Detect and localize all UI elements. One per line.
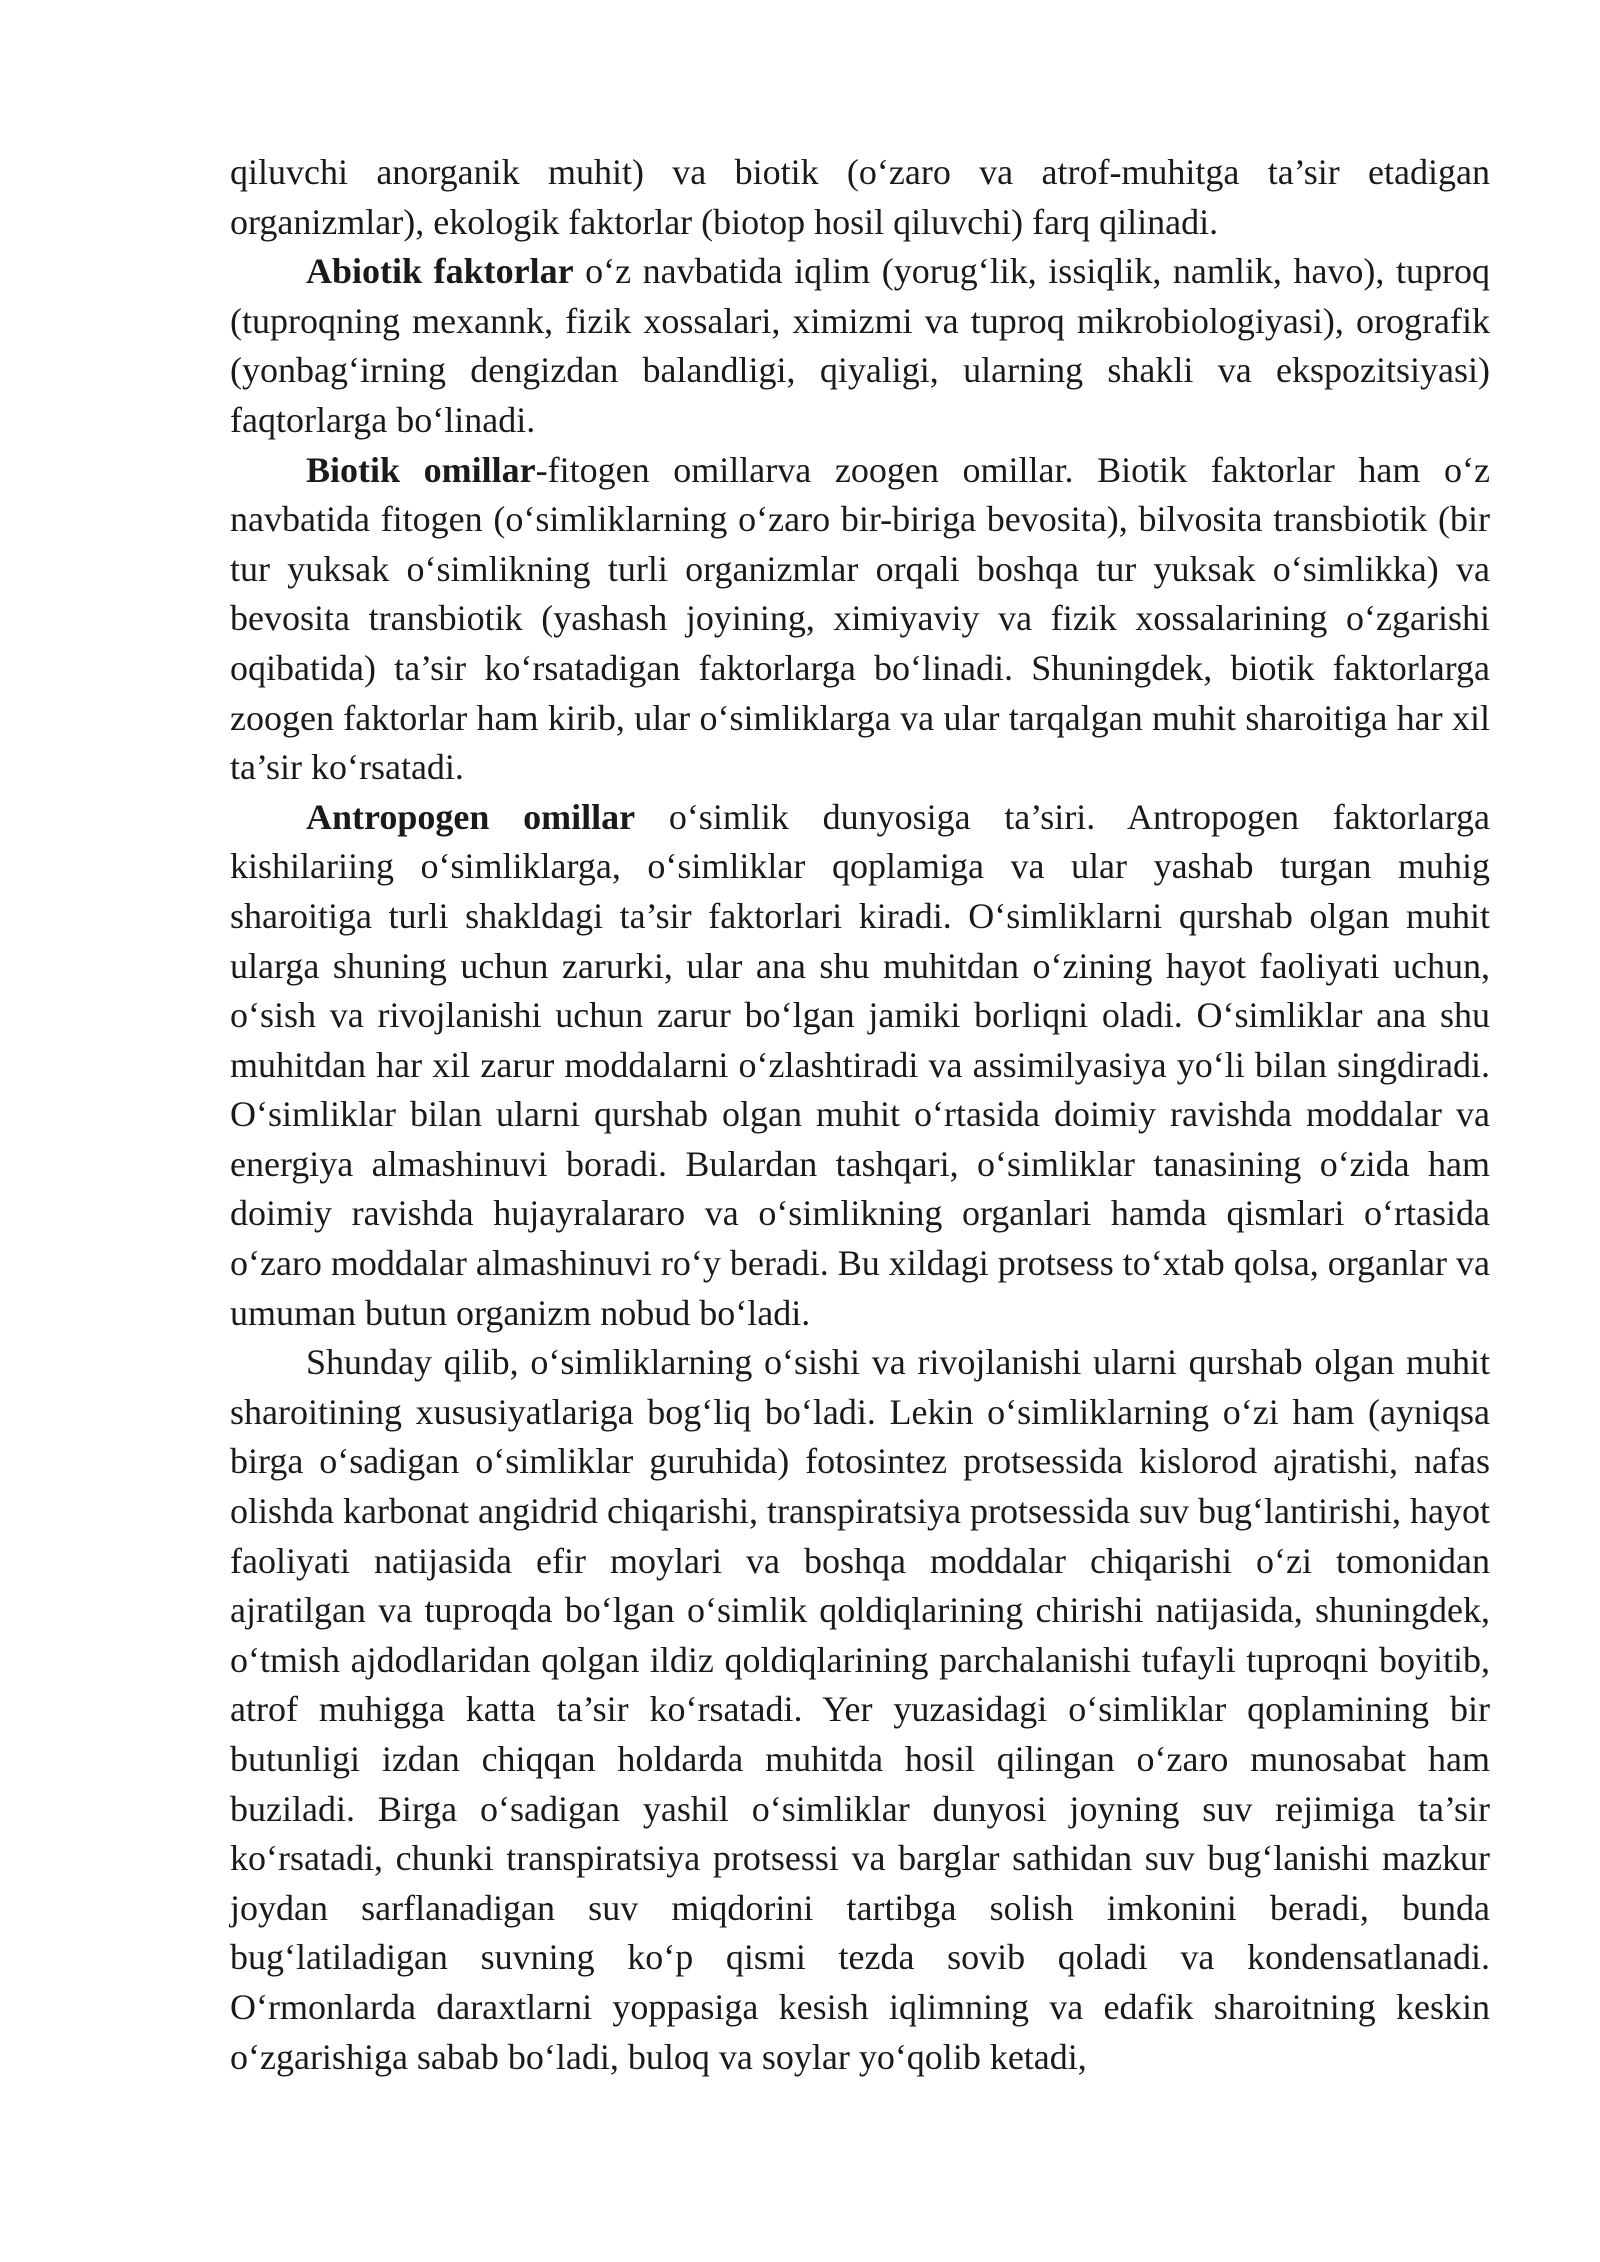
- paragraph-abiotic-factors: [230, 247, 1490, 445]
- paragraph-text: o‘z navbatida iqlim (yorug‘lik, issiqlik, namlik, havo), tuproq (tuproqning mexannk, fizik xossalari, ximizmi va tuproq mikrobiologiyasi), orografik (yonbag‘irning dengizdan balandligi, qiyaligi, ularning shakli va ekspozitsiyasi) faqtorlarga bo‘linadi.: [230, 251, 1490, 440]
- paragraph-plant-environment: [230, 1338, 1490, 2082]
- document-page: [230, 148, 1490, 2082]
- term-heading: Antropogen omillar: [306, 796, 636, 837]
- paragraph-text: -fitogen omillarva zoogen omillar. Biotik faktorlar ham o‘z navbatida fitogen (o‘simliklarning o‘zaro bir-biriga bevosita), bilvosita transbiotik (bir tur yuksak o‘simlikning turli organizmlar orqali boshqa tur yuksak o‘simlikka) va bevosita transbiotik (yashash joyining, ximiyaviy va fizik xossalarining o‘zgarishi oqibatida) ta’sir ko‘rsatadigan faktorlarga bo‘linadi. Shuningdek, biotik faktorlarga zoogen faktorlar ham kirib, ular o‘simliklarga va ular tarqalgan muhit sharoitiga har xil ta’sir ko‘rsatadi.: [230, 449, 1490, 788]
- paragraph-anthropogenic-factors: [230, 793, 1490, 1339]
- paragraph-intro-continuation: [230, 148, 1490, 247]
- paragraph-text: qiluvchi anorganik muhit) va biotik (o‘zaro va atrof-muhitga ta’sir etadigan organizmlar), ekologik faktorlar (biotop hosil qiluvchi) farq qilinadi.: [230, 152, 1490, 242]
- paragraph-text: o‘simlik dunyosiga ta’siri. Antropogen faktorlarga kishilariing o‘simliklarga, o‘simliklar qoplamiga va ular yashab turgan muhig sharoitiga turli shakldagi ta’sir faktorlari kiradi. O‘simliklarni qurshab olgan muhit ularga shuning uchun zarurki, ular ana shu muhitdan o‘zining hayot faoliyati uchun, o‘sish va rivojlanishi uchun zarur bo‘lgan jamiki borliqni oladi. O‘simliklar ana shu muhitdan har xil zarur moddalarni o‘zlashtiradi va assimilyasiya yo‘li bilan singdiradi. O‘simliklar bilan ularni qurshab olgan muhit o‘rtasida doimiy ravishda moddalar va energiya almashinuvi boradi. Bulardan tashqari, o‘simliklar tanasining o‘zida ham doimiy ravishda hujayralararo va o‘simlikning organlari hamda qismlari o‘rtasida o‘zaro moddalar almashinuvi ro‘y beradi. Bu xildagi protsess to‘xtab qolsa, organlar va umuman butun organizm nobud bo‘ladi.: [230, 796, 1490, 1333]
- term-heading: Abiotik faktorlar: [306, 251, 574, 292]
- term-heading: Biotik omillar: [306, 449, 536, 490]
- paragraph-biotic-factors: [230, 446, 1490, 793]
- paragraph-text: Shunday qilib, o‘simliklarning o‘sishi va rivojlanishi ularni qurshab olgan muhit sharoitining xususiyatlariga bog‘liq bo‘ladi. Lekin o‘simliklarning o‘zi ham (ayniqsa birga o‘sadigan o‘simliklar guruhida) fotosintez protsessida kislorod ajratishi, nafas olishda karbonat angidrid chiqarishi, transpiratsiya protsessida suv bug‘lantirishi, hayot faoliyati natijasida efir moylari va boshqa moddalar chiqarishi o‘zi tomonidan ajratilgan va tuproqda bo‘lgan o‘simlik qoldiqlarining chirishi natijasida, shuningdek, o‘tmish ajdodlaridan qolgan ildiz qoldiqlarining parchalanishi tufayli tuproqni boyitib, atrof muhigga katta ta’sir ko‘rsatadi. Yer yuzasidagi o‘simliklar qoplamining bir butunligi izdan chiqqan holdarda muhitda hosil qilingan o‘zaro munosabat ham buziladi. Birga o‘sadigan yashil o‘simliklar dunyosi joyning suv rejimiga ta’sir ko‘rsatadi, chunki transpiratsiya protsessi va barglar sathidan suv bug‘lanishi mazkur joydan sarflanadigan suv miqdorini tartibga solish imkonini beradi, bunda bug‘latiladigan suvning ko‘p qismi tezda sovib qoladi va kondensatlanadi. O‘rmonlarda daraxtlarni yoppasiga kesish iqlimning va edafik sharoitning keskin o‘zgarishiga sabab bo‘ladi, buloq va soylar yo‘qolib ketadi,: [230, 1342, 1490, 2077]
